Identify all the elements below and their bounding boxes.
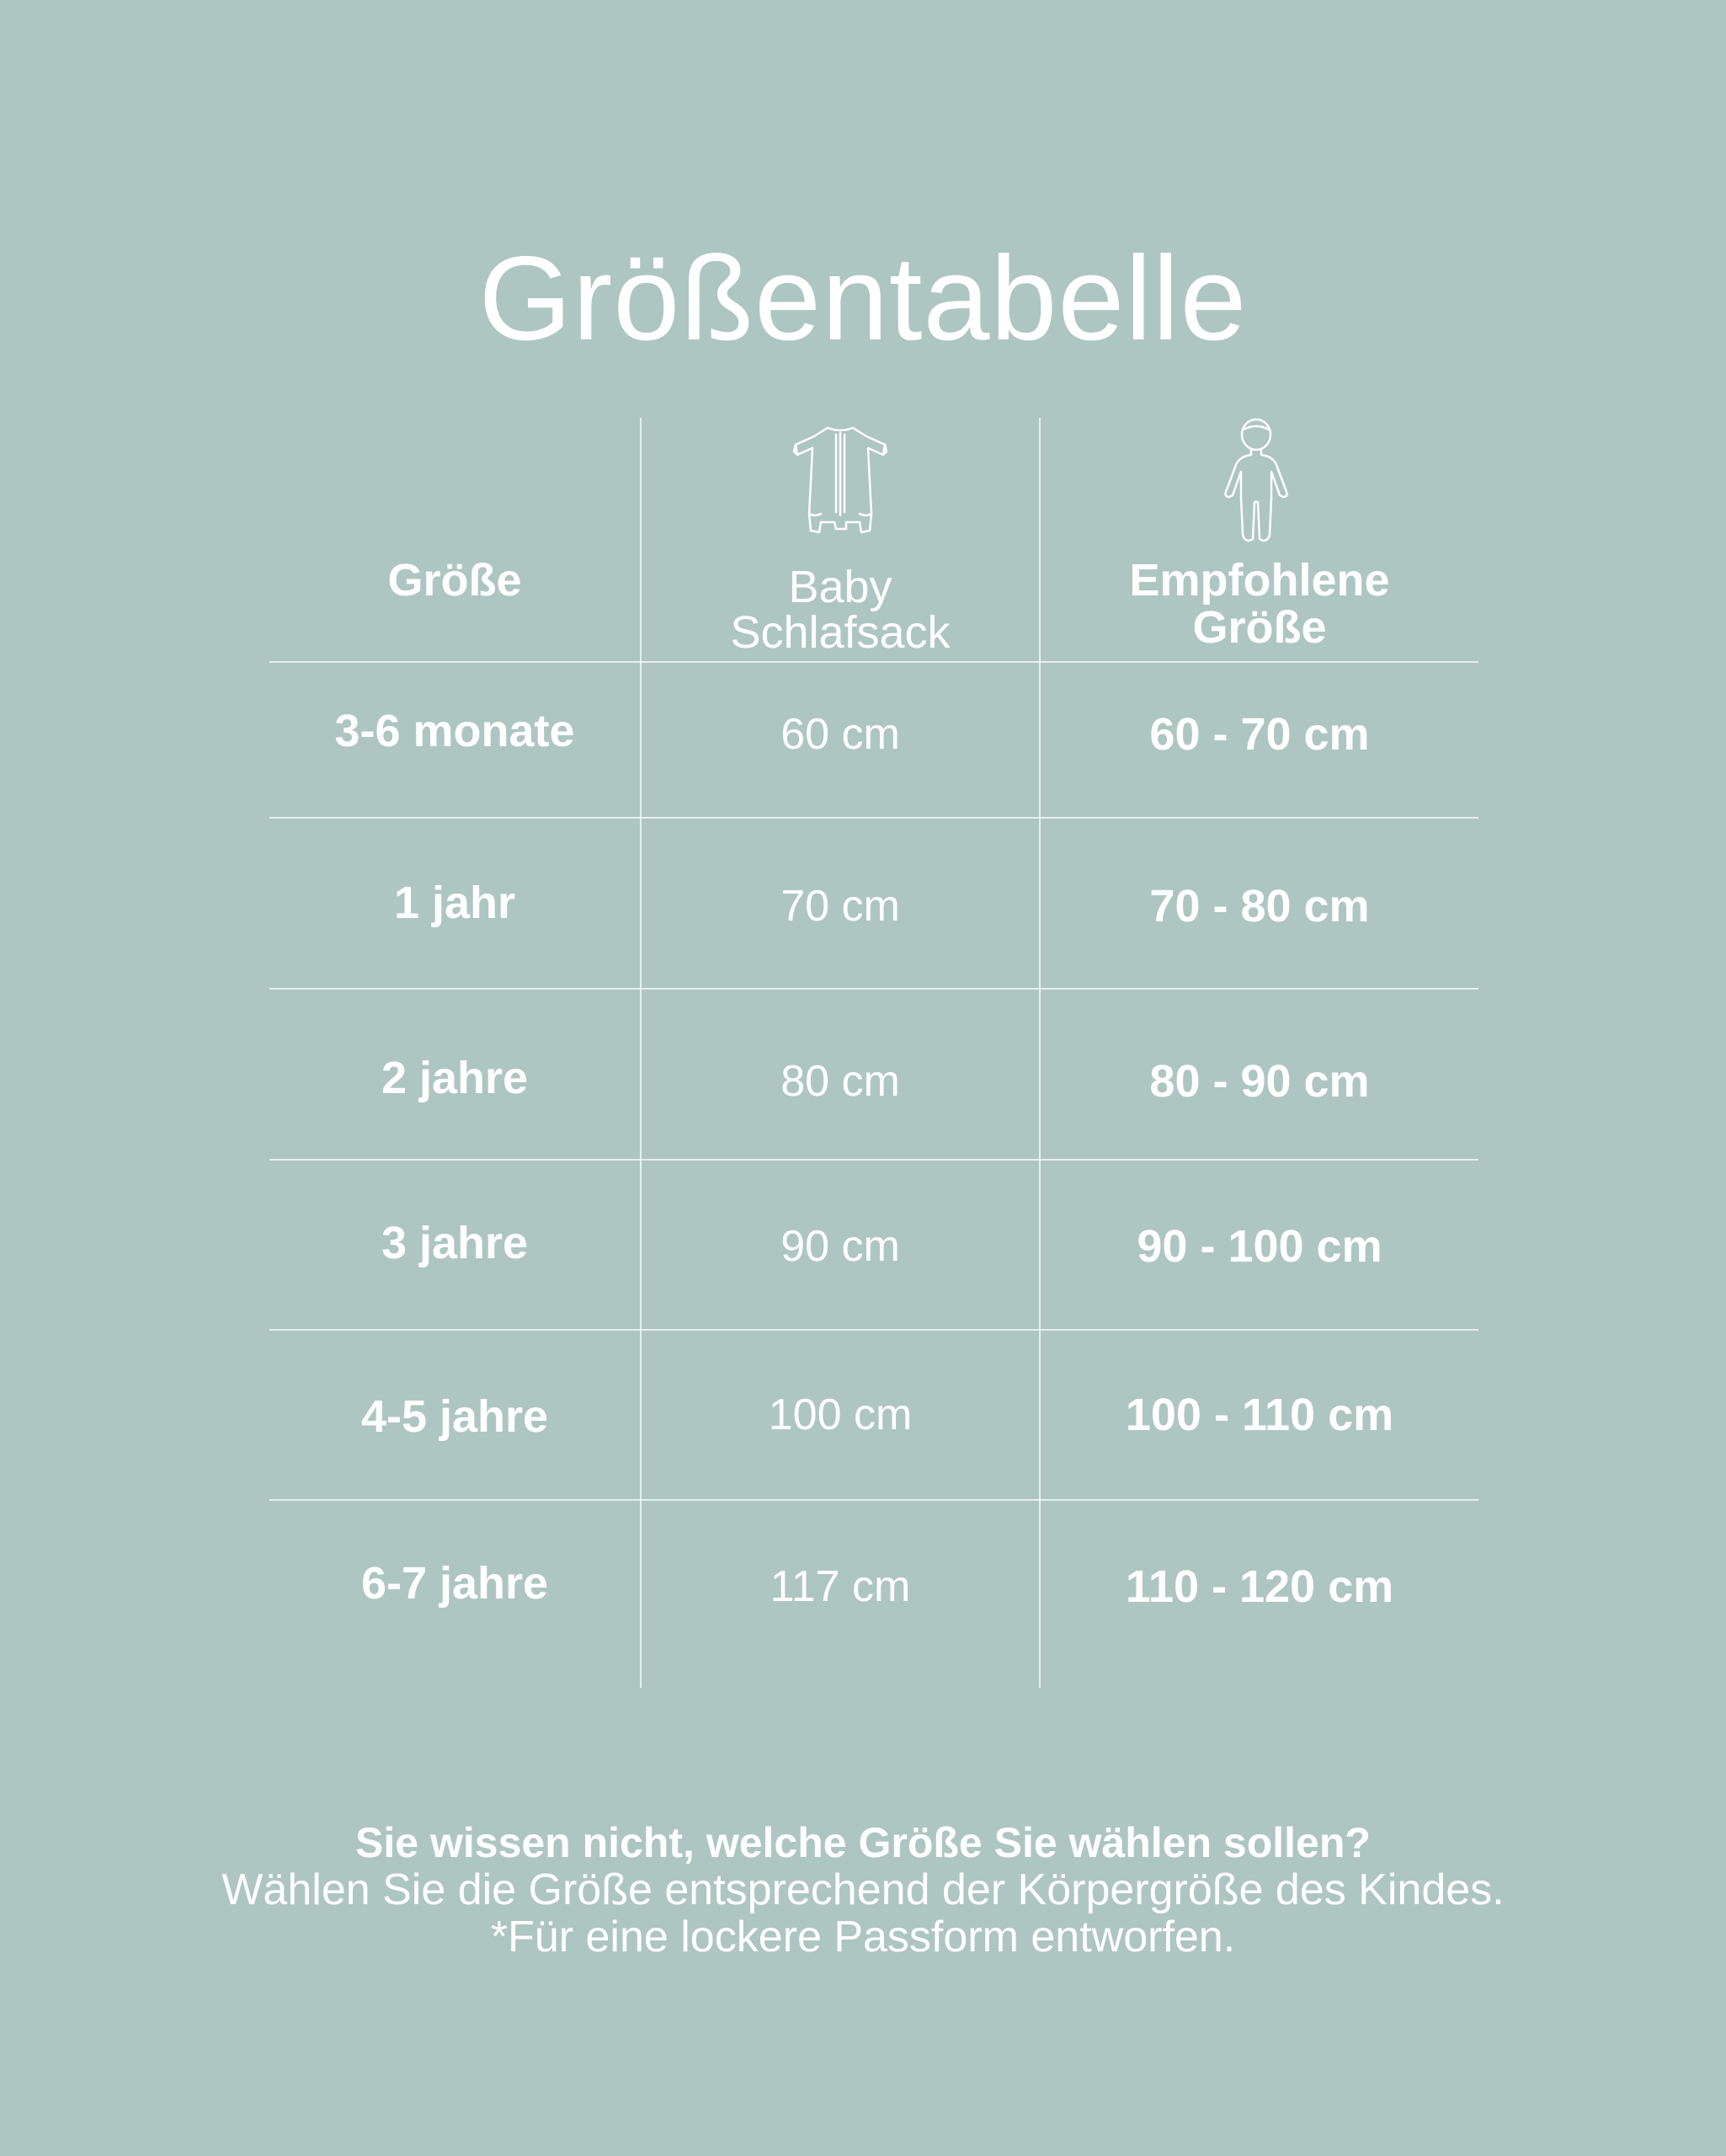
table-row-size: 4-5 jahre [360,1391,549,1442]
header-recommended-line2: Größe [1192,602,1327,653]
table-row-sleeping-bag: 100 cm [768,1390,913,1439]
table-row-size: 2 jahre [381,1053,529,1103]
table-row-sleeping-bag: 80 cm [780,1057,900,1106]
footer-fit-note: *Für eine lockere Passform entworfen. [490,1913,1236,1961]
header-sleeping-bag-line1: Baby [788,562,892,612]
table-row-sleeping-bag: 60 cm [780,710,900,759]
child-silhouette-icon [1216,418,1297,544]
table-row-size: 3 jahre [381,1218,529,1268]
table-row-sleeping-bag: 90 cm [780,1222,900,1271]
row-divider [269,661,1478,663]
table-row-sleeping-bag: 70 cm [780,882,900,931]
header-sleeping-bag-line2: Schlafsack [730,607,951,658]
table-row-size: 1 jahr [393,878,516,928]
table-row-recommended: 90 - 100 cm [1137,1221,1382,1272]
table-row-size: 6-7 jahre [360,1558,549,1609]
table-row-sleeping-bag: 117 cm [770,1562,911,1611]
table-row-recommended: 80 - 90 cm [1149,1056,1370,1107]
table-row-recommended: 70 - 80 cm [1149,881,1370,931]
row-divider [269,1329,1478,1331]
table-row-recommended: 100 - 110 cm [1125,1390,1394,1440]
footer-advice: Wählen Sie die Größe entsprechend der Körpergröße des Kindes. [221,1865,1505,1914]
footer-note [0,1819,1726,1961]
row-divider [269,817,1478,819]
row-divider [269,1499,1478,1501]
row-divider [269,1159,1478,1161]
row-divider [269,988,1478,990]
size-table [269,418,1478,1688]
table-row-recommended: 60 - 70 cm [1149,709,1370,760]
footer-question: Sie wissen nicht, welche Größe Sie wählen sollen? [355,1819,1371,1866]
page-title: Größentabelle [478,232,1248,366]
table-row-recommended: 110 - 120 cm [1125,1561,1394,1612]
sleeping-bag-icon [786,423,895,541]
table-row-size: 3-6 monate [334,706,575,756]
header-recommended-line1: Empfohlene [1129,555,1390,606]
header-size: Größe [387,555,522,606]
